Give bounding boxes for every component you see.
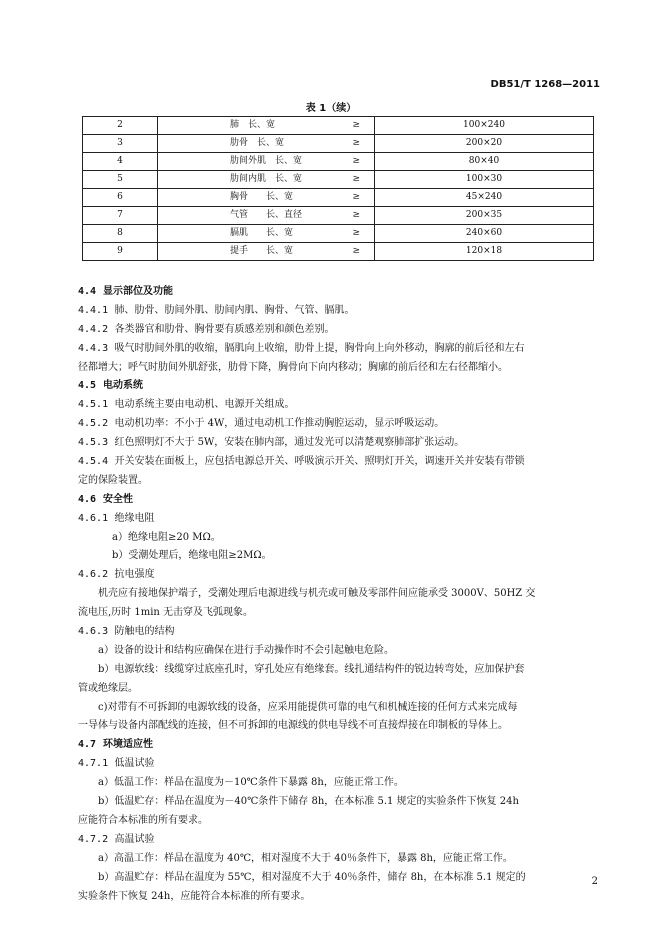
line-text: c)对带有不可拆卸的电源软线的设备，应采用能提供可靠的电气和机械连接的任何方式来完成每 bbox=[98, 701, 518, 713]
body-text bbox=[78, 283, 600, 906]
row-value: 45×240 bbox=[375, 189, 594, 207]
line-text: 实验条件下恢复 24h，应能符合本标准的所有要求。 bbox=[78, 890, 311, 902]
line-text: 电动机功率：不小于 4W，通过电动机工作推动胸腔运动，显示呼吸运动。 bbox=[114, 418, 445, 430]
text-line bbox=[78, 812, 600, 831]
row-value: 120×18 bbox=[375, 243, 594, 261]
row-item-name: 胸骨 长、宽 bbox=[230, 192, 294, 202]
row-operator: ≥ bbox=[352, 174, 360, 184]
row-number: 4 bbox=[83, 153, 158, 171]
row-operator: ≥ bbox=[352, 210, 360, 220]
line-text: 绝缘电阻 bbox=[114, 512, 155, 524]
row-item-name: 肋间外肌 长、宽 bbox=[230, 156, 303, 166]
text-line bbox=[78, 472, 600, 491]
text-line bbox=[78, 680, 600, 699]
text-line bbox=[78, 642, 600, 661]
clause-number: 4.4 bbox=[78, 286, 97, 297]
line-text: 防触电的结构 bbox=[114, 626, 175, 638]
clause-number: 4.6.3 bbox=[78, 626, 109, 638]
row-item-name: 气管 长、直径 bbox=[230, 210, 303, 220]
row-item bbox=[158, 189, 375, 207]
text-line bbox=[78, 566, 600, 585]
row-value: 200×20 bbox=[375, 135, 594, 153]
row-operator: ≥ bbox=[352, 120, 360, 130]
text-line bbox=[78, 850, 600, 869]
table-row bbox=[83, 189, 594, 207]
section-heading bbox=[78, 491, 600, 510]
standard-code: DB51/T 1268—2011 bbox=[490, 79, 600, 90]
line-text: 低温试验 bbox=[114, 758, 155, 770]
text-line bbox=[78, 793, 600, 812]
text-line bbox=[78, 415, 600, 434]
text-line bbox=[78, 623, 600, 642]
row-number: 6 bbox=[83, 189, 158, 207]
row-item bbox=[158, 135, 375, 153]
text-line bbox=[78, 831, 600, 850]
text-line bbox=[78, 359, 600, 378]
clause-number: 4.6.2 bbox=[78, 569, 109, 581]
clause-number: 4.5.4 bbox=[78, 456, 109, 468]
line-text: 红色照明灯不大于 5W，安装在肺内部，通过发光可以清楚观察肺部扩张运动。 bbox=[114, 437, 465, 449]
row-item bbox=[158, 225, 375, 243]
clause-number: 4.7.2 bbox=[78, 833, 109, 845]
section-heading bbox=[78, 377, 600, 396]
line-text: 抗电强度 bbox=[114, 569, 155, 581]
line-text: 电动系统 bbox=[103, 380, 144, 392]
line-text: 流电压,历时 1min 无击穿及飞弧现象。 bbox=[78, 607, 254, 619]
row-number: 7 bbox=[83, 207, 158, 225]
text-line bbox=[78, 510, 600, 529]
line-text: 各类器官和肋骨、胸骨要有质感差别和颜色差别。 bbox=[114, 323, 335, 335]
clause-number: 4.5.3 bbox=[78, 437, 109, 449]
row-operator: ≥ bbox=[352, 228, 360, 238]
table-row bbox=[83, 207, 594, 225]
table-row bbox=[83, 171, 594, 189]
table-row bbox=[83, 153, 594, 171]
line-text: 电动系统主要由电动机、电源开关组成。 bbox=[114, 399, 295, 411]
spec-table bbox=[82, 116, 594, 261]
line-text: 应能符合本标准的所有要求。 bbox=[78, 814, 208, 826]
table-row bbox=[83, 135, 594, 153]
row-item-name: 提手 长、宽 bbox=[230, 246, 294, 256]
text-line bbox=[78, 585, 600, 604]
text-line bbox=[78, 661, 600, 680]
row-number: 2 bbox=[83, 117, 158, 135]
row-value: 200×35 bbox=[375, 207, 594, 225]
line-text: 吸气时肋间外肌的收缩，膈肌向上收缩，肋骨上提，胸骨向上向外移动，胸廓的前后径和左右 bbox=[114, 342, 525, 354]
row-number: 9 bbox=[83, 243, 158, 261]
text-line bbox=[78, 434, 600, 453]
clause-number: 4.5.2 bbox=[78, 418, 109, 430]
text-line bbox=[78, 547, 600, 566]
row-operator: ≥ bbox=[352, 246, 360, 256]
row-value: 100×240 bbox=[375, 117, 594, 135]
table-row bbox=[83, 117, 594, 135]
clause-number: 4.4.2 bbox=[78, 323, 109, 335]
line-text: a）高温工作：样品在温度为 40℃，相对湿度不大于 40％条件下，暴露 8h，应能正常工作。 bbox=[98, 852, 513, 864]
text-line bbox=[78, 321, 600, 340]
text-line bbox=[78, 340, 600, 359]
line-text: 显示部位及功能 bbox=[103, 286, 174, 297]
clause-number: 4.5.1 bbox=[78, 399, 109, 411]
row-item bbox=[158, 153, 375, 171]
row-item bbox=[158, 171, 375, 189]
table-title: 表 1（续） bbox=[305, 103, 357, 114]
row-operator: ≥ bbox=[352, 156, 360, 166]
row-value: 100×30 bbox=[375, 171, 594, 189]
clause-number: 4.7.1 bbox=[78, 758, 109, 770]
line-text: a）绝缘电阻≥20 MΩ。 bbox=[112, 531, 221, 543]
text-line bbox=[78, 717, 600, 736]
row-item-name: 肋间内肌 长、宽 bbox=[230, 174, 303, 184]
section-heading bbox=[78, 283, 600, 302]
clause-number: 4.4.1 bbox=[78, 304, 109, 316]
clause-number: 4.6.1 bbox=[78, 512, 109, 524]
table-row bbox=[83, 243, 594, 261]
line-text: 一导体与设备内部配线的连接，但不可拆卸的电源线的供电导线不可直接焊接在印制板的导体上。 bbox=[78, 720, 508, 732]
row-item-name: 膈肌 长、宽 bbox=[230, 228, 294, 238]
row-number: 5 bbox=[83, 171, 158, 189]
row-value: 240×60 bbox=[375, 225, 594, 243]
line-text: 肺、肋骨、肋间外肌、肋间内肌、胸骨、气管、膈肌。 bbox=[114, 304, 355, 316]
text-line bbox=[78, 774, 600, 793]
line-text: 环境适应性 bbox=[103, 739, 154, 751]
clause-number: 4.6 bbox=[78, 493, 97, 505]
row-item-name: 肺 长、宽 bbox=[230, 120, 276, 130]
text-line bbox=[78, 888, 600, 907]
line-text: 安全性 bbox=[103, 493, 134, 505]
line-text: a）低温工作：样品在温度为－10℃条件下暴露 8h，应能正常工作。 bbox=[98, 777, 404, 789]
line-text: b）低温贮存：样品在温度为－40℃条件下储存 8h，在本标准 5.1 规定的实验条件下恢复 24h bbox=[98, 796, 519, 808]
row-item bbox=[158, 243, 375, 261]
line-text: 机壳应有接地保护端子，受潮处理后电源进线与机壳或可触及零部件间应能承受 3000V、50HZ 交 bbox=[98, 588, 536, 600]
row-value: 80×40 bbox=[375, 153, 594, 171]
row-number: 3 bbox=[83, 135, 158, 153]
line-text: 高温试验 bbox=[114, 833, 155, 845]
line-text: b）高温贮存：样品在温度为 55℃，相对湿度不大于 40％条件，储存 8h，在本标准 5.1 规定的 bbox=[98, 871, 526, 883]
row-item bbox=[158, 117, 375, 135]
section-heading bbox=[78, 736, 600, 755]
line-text: 管或绝缘层。 bbox=[78, 682, 138, 694]
page-number: 2 bbox=[591, 876, 598, 887]
line-text: b）电源软线：线缆穿过底座孔时，穿孔处应有绝缘套。线扎通结构件的锐边转弯处，应加保护套 bbox=[98, 663, 525, 675]
text-line bbox=[78, 699, 600, 718]
clause-number: 4.7 bbox=[78, 739, 97, 751]
line-text: 开关安装在面板上，应包括电源总开关、呼吸演示开关、照明灯开关，调速开关并安装有带锁 bbox=[114, 456, 525, 468]
row-item bbox=[158, 207, 375, 225]
text-line bbox=[78, 755, 600, 774]
line-text: a）设备的设计和结构应确保在进行手动操作时不会引起触电危险。 bbox=[98, 644, 394, 656]
table-row bbox=[83, 225, 594, 243]
row-operator: ≥ bbox=[352, 192, 360, 202]
row-number: 8 bbox=[83, 225, 158, 243]
text-line bbox=[78, 453, 600, 472]
text-line bbox=[78, 529, 600, 548]
line-text: 径都增大；呼气时肋间外肌舒张，肋骨下降，胸骨向下向内移动；胸廓的前后径和左右径都缩小。 bbox=[78, 361, 508, 373]
clause-number: 4.5 bbox=[78, 380, 97, 392]
clause-number: 4.4.3 bbox=[78, 342, 109, 354]
row-item-name: 肋骨 长、宽 bbox=[230, 138, 285, 148]
row-operator: ≥ bbox=[352, 138, 360, 148]
line-text: b）受潮处理后，绝缘电阻≥2MΩ。 bbox=[112, 550, 272, 562]
text-line bbox=[78, 869, 600, 888]
line-text: 定的保险装置。 bbox=[78, 474, 148, 486]
text-line bbox=[78, 604, 600, 623]
text-line bbox=[78, 396, 600, 415]
text-line bbox=[78, 302, 600, 321]
